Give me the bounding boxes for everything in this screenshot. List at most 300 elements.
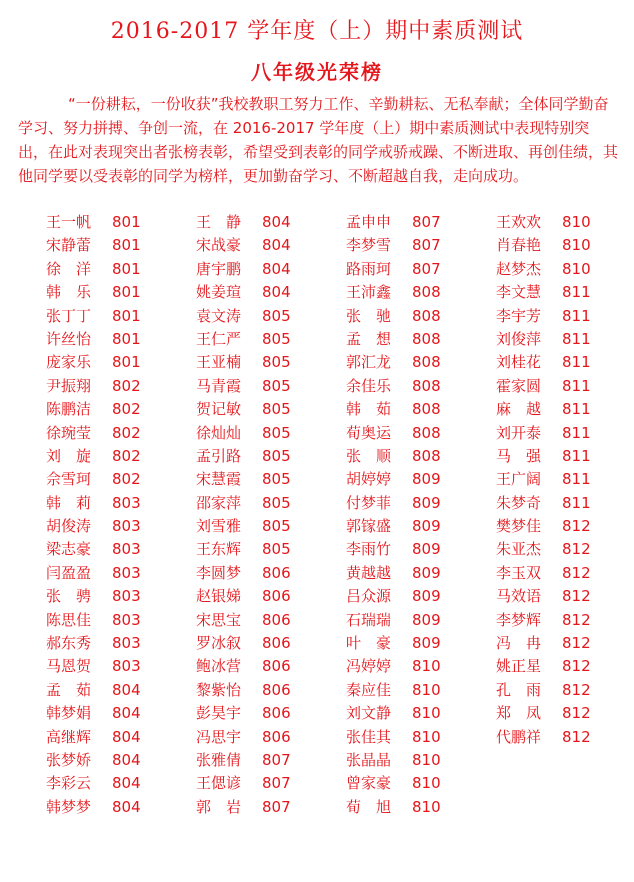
student-name: 郑 凤 <box>496 704 542 723</box>
honor-entry <box>496 422 634 445</box>
honor-entry <box>346 655 486 678</box>
class-number: 805 <box>262 353 291 372</box>
student-name: 赵银娣 <box>196 587 242 606</box>
class-number: 811 <box>562 423 591 442</box>
honor-entry <box>196 445 336 468</box>
student-name: 路雨珂 <box>346 259 392 278</box>
class-number: 806 <box>262 727 291 746</box>
class-number: 811 <box>562 329 591 348</box>
class-number: 809 <box>412 470 441 489</box>
student-name: 彭昊宇 <box>196 704 242 723</box>
class-number: 804 <box>112 797 141 816</box>
student-name: 荀奥运 <box>346 423 392 442</box>
student-name: 樊梦佳 <box>496 517 542 536</box>
honor-entry <box>346 702 486 725</box>
student-name: 孟 茹 <box>46 680 92 699</box>
student-name: 李圆梦 <box>196 563 242 582</box>
student-name: 王东辉 <box>196 540 242 559</box>
honor-entry <box>496 632 634 655</box>
honor-entry <box>196 375 336 398</box>
class-number: 806 <box>262 634 291 653</box>
class-number: 801 <box>112 306 141 325</box>
student-name: 徐 洋 <box>46 259 92 278</box>
page-subtitle: 八年级光荣榜 <box>251 60 383 84</box>
honor-entry <box>196 679 336 702</box>
student-name: 闫盈盈 <box>46 563 92 582</box>
student-name: 高继辉 <box>46 727 92 746</box>
class-number: 811 <box>562 446 591 465</box>
honor-column-2 <box>196 211 336 819</box>
student-name: 邵家萍 <box>196 493 242 512</box>
class-number: 805 <box>262 446 291 465</box>
class-number: 808 <box>412 329 441 348</box>
student-name: 代鹏祥 <box>496 727 542 746</box>
honor-column-1 <box>46 211 186 819</box>
class-number: 807 <box>412 259 441 278</box>
class-number: 808 <box>412 446 441 465</box>
student-name: 刘桂花 <box>496 353 542 372</box>
honor-entry <box>46 468 186 491</box>
honor-entry <box>196 515 336 538</box>
student-name: 宋静蕾 <box>46 236 92 255</box>
class-number: 809 <box>412 563 441 582</box>
class-number: 810 <box>412 774 441 793</box>
page-title: 2016-2017 学年度（上）期中素质测试 <box>110 19 524 44</box>
student-name: 朱亚杰 <box>496 540 542 559</box>
class-number: 805 <box>262 329 291 348</box>
honor-entry <box>496 492 634 515</box>
class-number: 805 <box>262 540 291 559</box>
honor-entry <box>346 679 486 702</box>
class-number: 805 <box>262 470 291 489</box>
class-number: 809 <box>412 493 441 512</box>
class-number: 801 <box>112 329 141 348</box>
honor-entry <box>46 585 186 608</box>
honor-column-3 <box>346 211 486 819</box>
student-name: 王偲谚 <box>196 774 242 793</box>
honor-entry <box>46 609 186 632</box>
class-number: 802 <box>112 376 141 395</box>
class-number: 807 <box>412 213 441 231</box>
student-name: 王一帆 <box>46 213 92 231</box>
class-number: 808 <box>412 423 441 442</box>
class-number: 811 <box>562 283 591 302</box>
class-number: 808 <box>412 400 441 419</box>
student-name: 吕众源 <box>346 587 392 606</box>
class-number: 809 <box>412 610 441 629</box>
class-number: 807 <box>262 750 291 769</box>
honor-entry <box>46 772 186 795</box>
honor-entry <box>346 585 486 608</box>
honor-entry <box>46 351 186 374</box>
class-number: 803 <box>112 657 141 676</box>
student-name: 叶 豪 <box>346 634 392 653</box>
student-name: 张 顺 <box>346 446 392 465</box>
class-number: 801 <box>112 236 141 255</box>
class-number: 807 <box>412 236 441 255</box>
class-number: 809 <box>412 634 441 653</box>
student-name: 荀 旭 <box>346 797 392 816</box>
student-name: 郝东秀 <box>46 634 92 653</box>
honor-entry <box>496 609 634 632</box>
honor-entry <box>346 468 486 491</box>
honor-entry <box>196 726 336 749</box>
student-name: 刘文静 <box>346 704 392 723</box>
class-number: 804 <box>262 236 291 255</box>
intro-paragraph: “一份耕耘，一份收获”我校教职工努力工作、辛勤耕耘、无私奉献；全体同学勤奋学习、努力拼搏、争创一流，在 2016-2017 学年度（上）期中素质测试中表现特别突出，在此对表现突出者张榜表彰，希望受到表彰的同学戒骄戒躁、不断进取、再创佳绩，其他同学要以受表彰的同学为榜样，更加勤奋学习、不断超越自我，走向成功。 <box>18 95 619 185</box>
class-number: 810 <box>412 797 441 816</box>
student-name: 唐宇鹏 <box>196 259 242 278</box>
student-name: 韩 乐 <box>46 283 92 302</box>
honor-entry <box>346 351 486 374</box>
honor-entry <box>196 468 336 491</box>
class-number: 804 <box>112 750 141 769</box>
honor-column-4 <box>496 211 634 749</box>
honor-entry <box>346 772 486 795</box>
class-number: 809 <box>412 517 441 536</box>
honor-entry <box>46 515 186 538</box>
class-number: 811 <box>562 400 591 419</box>
class-number: 805 <box>262 376 291 395</box>
class-number: 810 <box>412 704 441 723</box>
honor-entry <box>46 538 186 561</box>
student-name: 张 驰 <box>346 306 392 325</box>
honor-entry <box>346 211 486 234</box>
honor-entry <box>496 538 634 561</box>
student-name: 冯思宇 <box>196 727 242 746</box>
honor-entry <box>346 258 486 281</box>
class-number: 811 <box>562 306 591 325</box>
class-number: 804 <box>112 704 141 723</box>
honor-entry <box>346 492 486 515</box>
honor-entry <box>196 328 336 351</box>
student-name: 姚正星 <box>496 657 542 676</box>
honor-entry <box>346 515 486 538</box>
honor-entry <box>196 234 336 257</box>
student-name: 李玉双 <box>496 563 542 582</box>
honor-entry <box>196 609 336 632</box>
student-name: 孟申申 <box>346 213 392 231</box>
class-number: 804 <box>112 680 141 699</box>
class-number: 807 <box>262 774 291 793</box>
student-name: 麻 越 <box>496 400 542 419</box>
class-number: 803 <box>112 587 141 606</box>
honor-entry <box>496 281 634 304</box>
student-name: 王 静 <box>196 213 242 231</box>
honor-entry <box>346 726 486 749</box>
student-name: 余佳乐 <box>346 376 392 395</box>
honor-entry <box>496 562 634 585</box>
student-name: 李梦雪 <box>346 236 392 255</box>
honor-entry <box>196 422 336 445</box>
class-number: 806 <box>262 587 291 606</box>
student-name: 冯 冉 <box>496 634 542 653</box>
honor-entry <box>346 445 486 468</box>
student-name: 宋思宝 <box>196 610 242 629</box>
student-name: 秦应佳 <box>346 680 392 699</box>
student-name: 李文慧 <box>496 283 542 302</box>
student-name: 胡婷婷 <box>346 470 392 489</box>
student-name: 王欢欢 <box>496 213 542 231</box>
student-name: 王仁严 <box>196 329 242 348</box>
honor-entry <box>196 538 336 561</box>
honor-entry <box>196 211 336 234</box>
honor-entry <box>496 351 634 374</box>
honor-entry <box>196 749 336 772</box>
honor-entry <box>196 562 336 585</box>
student-name: 贺记敏 <box>196 400 242 419</box>
student-name: 李彩云 <box>46 774 92 793</box>
student-name: 李雨竹 <box>346 540 392 559</box>
student-name: 赵梦杰 <box>496 259 542 278</box>
honor-entry <box>496 234 634 257</box>
student-name: 胡俊涛 <box>46 517 92 536</box>
class-number: 810 <box>412 657 441 676</box>
class-number: 805 <box>262 517 291 536</box>
honor-entry <box>46 726 186 749</box>
class-number: 812 <box>562 517 591 536</box>
student-name: 石瑞瑞 <box>346 610 392 629</box>
student-name: 马青霞 <box>196 376 242 395</box>
student-name: 黄越越 <box>346 563 392 582</box>
honor-entry <box>46 258 186 281</box>
class-number: 803 <box>112 517 141 536</box>
class-number: 802 <box>112 470 141 489</box>
student-name: 韩梦娟 <box>46 704 92 723</box>
student-name: 陈思佳 <box>46 610 92 629</box>
honor-entry <box>496 398 634 421</box>
class-number: 806 <box>262 563 291 582</box>
student-name: 张雅倩 <box>196 750 242 769</box>
class-number: 806 <box>262 704 291 723</box>
class-number: 812 <box>562 657 591 676</box>
class-number: 812 <box>562 610 591 629</box>
class-number: 808 <box>412 306 441 325</box>
class-number: 812 <box>562 540 591 559</box>
class-number: 812 <box>562 680 591 699</box>
class-number: 803 <box>112 563 141 582</box>
class-number: 802 <box>112 446 141 465</box>
class-number: 811 <box>562 353 591 372</box>
student-name: 佘雪珂 <box>46 470 92 489</box>
honor-entry <box>46 492 186 515</box>
class-number: 810 <box>562 213 591 231</box>
honor-entry <box>346 281 486 304</box>
student-name: 郭 岩 <box>196 797 242 816</box>
honor-entry <box>46 796 186 819</box>
honor-entry <box>496 515 634 538</box>
honor-entry <box>46 328 186 351</box>
honor-entry <box>46 632 186 655</box>
honor-entry <box>46 234 186 257</box>
class-number: 812 <box>562 634 591 653</box>
student-name: 张丁丁 <box>46 306 92 325</box>
honor-entry <box>196 585 336 608</box>
honor-entry <box>346 609 486 632</box>
student-name: 郭汇龙 <box>346 353 392 372</box>
honor-entry <box>496 468 634 491</box>
class-number: 801 <box>112 213 141 231</box>
class-number: 808 <box>412 283 441 302</box>
student-name: 袁文涛 <box>196 306 242 325</box>
class-number: 810 <box>412 680 441 699</box>
honor-entry <box>346 398 486 421</box>
class-number: 801 <box>112 353 141 372</box>
student-name: 刘开泰 <box>496 423 542 442</box>
honor-entry <box>496 375 634 398</box>
student-name: 马效语 <box>496 587 542 606</box>
class-number: 803 <box>112 634 141 653</box>
class-number: 805 <box>262 400 291 419</box>
honor-entry <box>196 351 336 374</box>
honor-entry <box>46 398 186 421</box>
honor-entry <box>196 702 336 725</box>
honor-entry <box>196 655 336 678</box>
class-number: 802 <box>112 423 141 442</box>
student-name: 庞家乐 <box>46 353 92 372</box>
honor-entry <box>196 258 336 281</box>
student-name: 王沛鑫 <box>346 283 392 302</box>
honor-entry <box>496 211 634 234</box>
student-name: 王亚楠 <box>196 353 242 372</box>
honor-entry <box>196 398 336 421</box>
honor-entry <box>196 492 336 515</box>
student-name: 陈鹏洁 <box>46 400 92 419</box>
student-name: 刘俊萍 <box>496 329 542 348</box>
student-name: 鲍冰营 <box>196 657 242 676</box>
honor-entry <box>346 305 486 328</box>
honor-entry <box>196 632 336 655</box>
honor-entry <box>46 375 186 398</box>
class-number: 812 <box>562 727 591 746</box>
student-name: 付梦菲 <box>346 493 392 512</box>
class-number: 809 <box>412 587 441 606</box>
class-number: 811 <box>562 470 591 489</box>
honor-entry <box>196 305 336 328</box>
student-name: 姚姜瑄 <box>196 283 242 302</box>
class-number: 807 <box>262 797 291 816</box>
honor-entry <box>46 305 186 328</box>
student-name: 张 骋 <box>46 587 92 606</box>
honor-entry <box>346 749 486 772</box>
honor-entry <box>46 655 186 678</box>
student-name: 宋战豪 <box>196 236 242 255</box>
honor-entry <box>496 305 634 328</box>
honor-entry <box>46 702 186 725</box>
student-name: 李梦辉 <box>496 610 542 629</box>
class-number: 804 <box>262 259 291 278</box>
honor-entry <box>346 375 486 398</box>
student-name: 尹振翔 <box>46 376 92 395</box>
student-name: 孟 想 <box>346 329 392 348</box>
honor-entry <box>196 772 336 795</box>
class-number: 810 <box>562 236 591 255</box>
class-number: 806 <box>262 610 291 629</box>
student-name: 刘 旋 <box>46 446 92 465</box>
student-name: 韩梦梦 <box>46 797 92 816</box>
student-name: 张晶晶 <box>346 750 392 769</box>
class-number: 810 <box>562 259 591 278</box>
honor-entry <box>46 679 186 702</box>
student-name: 徐灿灿 <box>196 423 242 442</box>
student-name: 马恩贺 <box>46 657 92 676</box>
class-number: 801 <box>112 259 141 278</box>
class-number: 806 <box>262 680 291 699</box>
student-name: 张梦娇 <box>46 750 92 769</box>
honor-entry <box>346 796 486 819</box>
honor-entry <box>346 234 486 257</box>
class-number: 804 <box>262 213 291 231</box>
honor-entry <box>346 562 486 585</box>
student-name: 黎紫怡 <box>196 680 242 699</box>
honor-entry <box>346 328 486 351</box>
honor-entry <box>346 632 486 655</box>
class-number: 810 <box>412 750 441 769</box>
class-number: 812 <box>562 704 591 723</box>
student-name: 冯婷婷 <box>346 657 392 676</box>
class-number: 809 <box>412 540 441 559</box>
class-number: 812 <box>562 587 591 606</box>
honor-entry <box>496 445 634 468</box>
class-number: 808 <box>412 376 441 395</box>
class-number: 804 <box>112 727 141 746</box>
honor-entry <box>46 445 186 468</box>
student-name: 梁志豪 <box>46 540 92 559</box>
student-name: 朱梦奇 <box>496 493 542 512</box>
honor-entry <box>346 538 486 561</box>
student-name: 霍家圆 <box>496 376 542 395</box>
honor-entry <box>46 281 186 304</box>
class-number: 804 <box>112 774 141 793</box>
class-number: 812 <box>562 563 591 582</box>
honor-entry <box>496 679 634 702</box>
honor-entry <box>346 422 486 445</box>
honor-entry <box>46 562 186 585</box>
student-name: 孟引路 <box>196 446 242 465</box>
student-name: 罗冰叙 <box>196 634 242 653</box>
student-name: 李宇芳 <box>496 306 542 325</box>
class-number: 801 <box>112 283 141 302</box>
class-number: 805 <box>262 306 291 325</box>
student-name: 徐琬莹 <box>46 423 92 442</box>
student-name: 孔 雨 <box>496 680 542 699</box>
class-number: 802 <box>112 400 141 419</box>
class-number: 803 <box>112 540 141 559</box>
class-number: 806 <box>262 657 291 676</box>
honor-entry <box>496 726 634 749</box>
honor-entry <box>496 585 634 608</box>
class-number: 808 <box>412 353 441 372</box>
class-number: 805 <box>262 493 291 512</box>
honor-entry <box>46 422 186 445</box>
student-name: 曾家豪 <box>346 774 392 793</box>
student-name: 王广阔 <box>496 470 542 489</box>
student-name: 许丝怡 <box>46 329 92 348</box>
student-name: 郭镓盛 <box>346 517 392 536</box>
student-name: 韩 茹 <box>346 400 392 419</box>
class-number: 803 <box>112 493 141 512</box>
honor-entry <box>46 211 186 234</box>
honor-entry <box>46 749 186 772</box>
class-number: 804 <box>262 283 291 302</box>
honor-entry <box>496 702 634 725</box>
student-name: 肖春艳 <box>496 236 542 255</box>
class-number: 805 <box>262 423 291 442</box>
student-name: 张佳其 <box>346 727 392 746</box>
class-number: 803 <box>112 610 141 629</box>
student-name: 马 强 <box>496 446 542 465</box>
student-name: 韩 莉 <box>46 493 92 512</box>
